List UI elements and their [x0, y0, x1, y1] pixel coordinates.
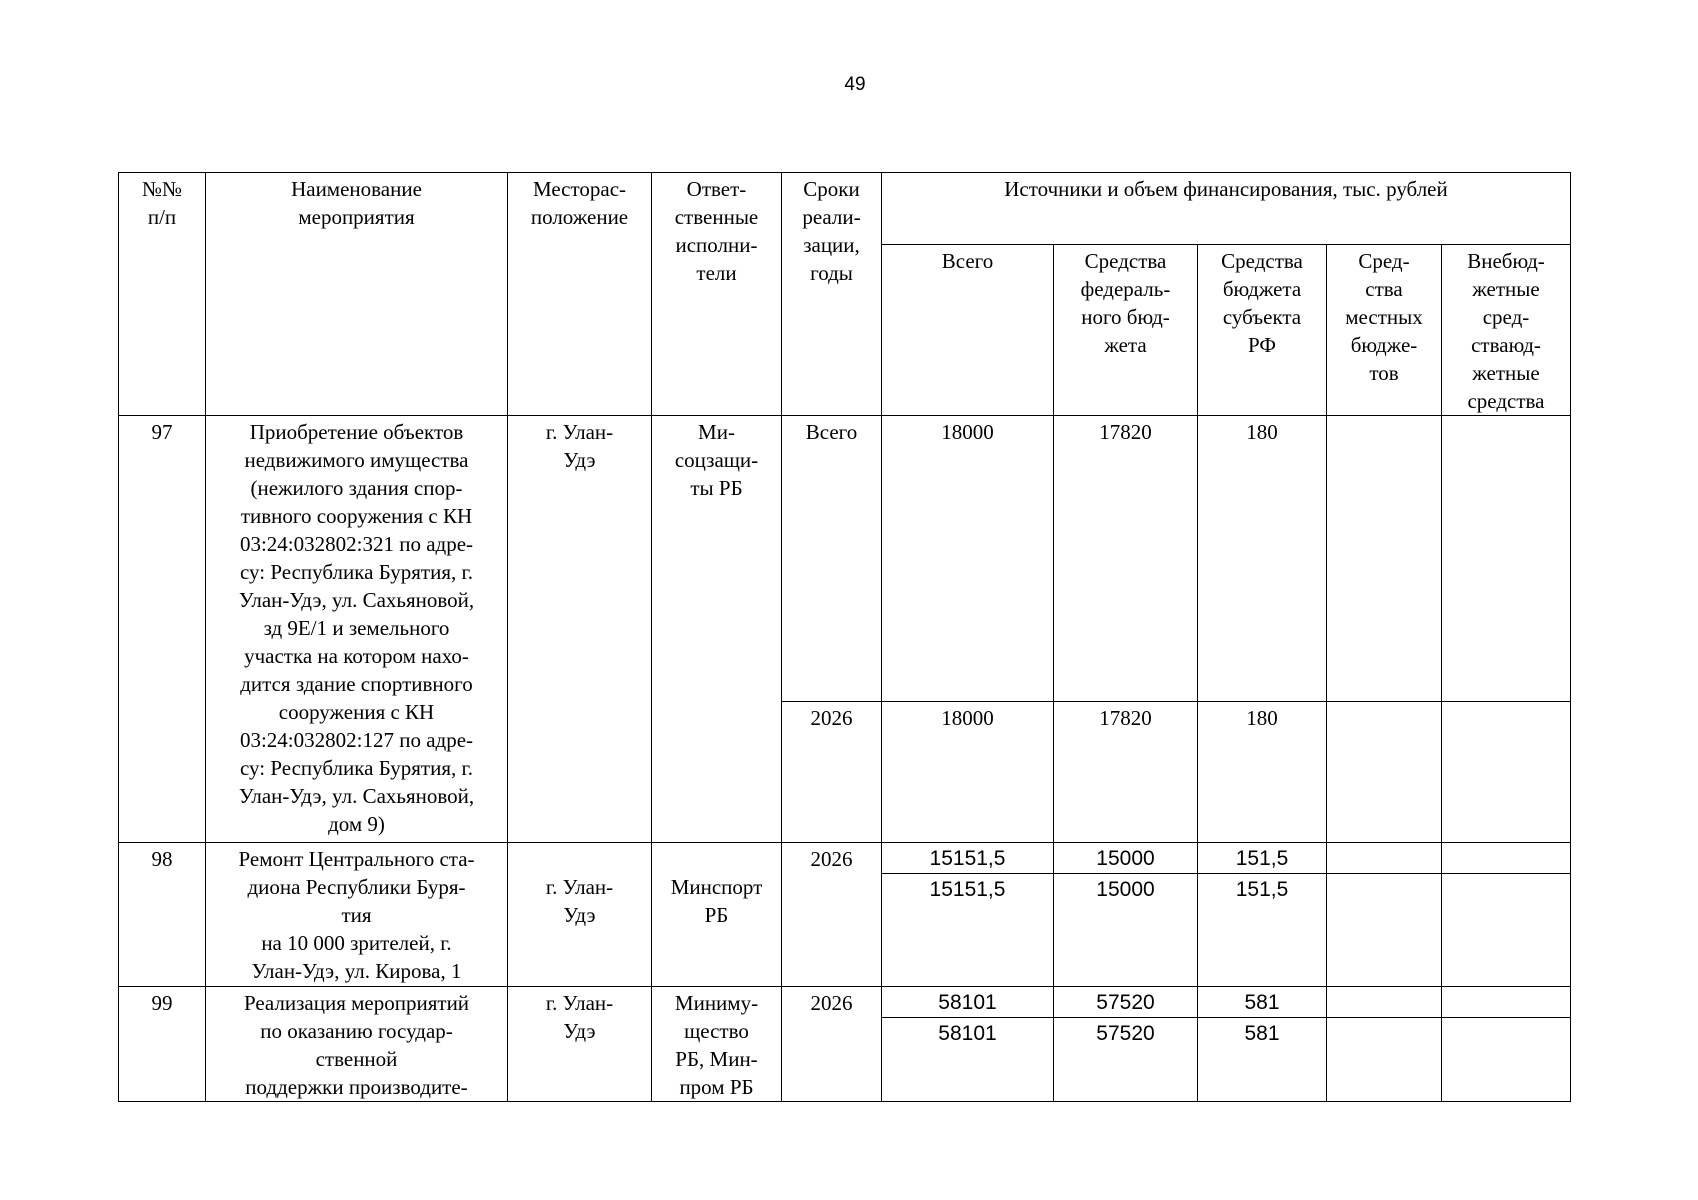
row-total: 18000 [882, 702, 1054, 843]
row-extra [1442, 702, 1571, 843]
table-row [119, 843, 1571, 874]
row-total: 15151,5 [882, 843, 1054, 874]
row-regional: 151,5 [1198, 874, 1327, 987]
row-total: 18000 [882, 416, 1054, 702]
row-num: 98 [119, 843, 206, 987]
row-regional: 180 [1198, 702, 1327, 843]
row-executors: Миниму- щество РБ, Мин- пром РБ [652, 987, 782, 1102]
row-num: 97 [119, 416, 206, 843]
row-federal: 17820 [1054, 702, 1198, 843]
row-name: Реализация мероприятий по оказанию государ- ственной поддержки производите- [206, 987, 508, 1102]
header-regional: Средства бюджета субъекта РФ [1198, 245, 1327, 416]
row-federal: 57520 [1054, 987, 1198, 1018]
table-row [119, 987, 1571, 1018]
header-federal: Средства федераль- ного бюд- жета [1054, 245, 1198, 416]
row-extra [1442, 843, 1571, 874]
header-name: Наименование мероприятия [206, 173, 508, 416]
header-num: №№ п/п [119, 173, 206, 416]
row-extra [1442, 1018, 1571, 1102]
row-executors: Минспорт РБ [652, 843, 782, 987]
row-regional: 581 [1198, 987, 1327, 1018]
row-term: Всего [782, 416, 882, 702]
financing-table [118, 172, 1571, 1102]
header-total: Всего [882, 245, 1054, 416]
row-num: 99 [119, 987, 206, 1102]
row-regional: 180 [1198, 416, 1327, 702]
header-executors: Ответ- ственные исполни- тели [652, 173, 782, 416]
row-regional: 151,5 [1198, 843, 1327, 874]
row-location: г. Улан- Удэ [508, 843, 652, 987]
row-location: г. Улан- Удэ [508, 987, 652, 1102]
row-name: Ремонт Центрального ста- диона Республики Буря- тия на 10 000 зрителей, г. Улан-Удэ, ул. Кирова, 1 [206, 843, 508, 987]
table-row [119, 416, 1571, 702]
row-federal: 17820 [1054, 416, 1198, 702]
row-extra [1442, 987, 1571, 1018]
row-extra [1442, 416, 1571, 702]
row-total: 58101 [882, 1018, 1054, 1102]
row-local [1327, 987, 1442, 1018]
header-terms: Сроки реали- зации, годы [782, 173, 882, 416]
row-term: 2026 [782, 843, 882, 987]
row-federal: 57520 [1054, 1018, 1198, 1102]
row-local [1327, 416, 1442, 702]
row-local [1327, 843, 1442, 874]
row-location: г. Улан- Удэ [508, 416, 652, 843]
header-funding: Источники и объем финансирования, тыс. рублей [882, 173, 1571, 245]
row-local [1327, 874, 1442, 987]
row-local [1327, 1018, 1442, 1102]
header-local: Сред- ства местных бюдже- тов [1327, 245, 1442, 416]
row-term: 2026 [782, 702, 882, 843]
page-number: 49 [844, 74, 866, 95]
row-term: 2026 [782, 987, 882, 1102]
row-local [1327, 702, 1442, 843]
row-federal: 15000 [1054, 874, 1198, 987]
header-extra: Внебюд- жетные сред- стваюд- жетные средства [1442, 245, 1571, 416]
row-extra [1442, 874, 1571, 987]
row-executors: Ми- соцзащи- ты РБ [652, 416, 782, 843]
row-total: 58101 [882, 987, 1054, 1018]
row-total: 15151,5 [882, 874, 1054, 987]
row-regional: 581 [1198, 1018, 1327, 1102]
row-name: Приобретение объектов недвижимого имущества (нежилого здания спор- тивного сооружения с КН 03:24:032802:321 по адре- су: Республика Бурятия, г. Улан-Удэ, ул. Сахьяновой, зд 9Е/1 и земельного участка на котором нахо- дится здание спортивного сооружения с КН 03:24:032802:127 по адре- су: Республика Бурятия, г. Улан-Удэ, ул. Сахьяновой, дом 9) [206, 416, 508, 843]
header-location: Месторас- положение [508, 173, 652, 416]
row-federal: 15000 [1054, 843, 1198, 874]
